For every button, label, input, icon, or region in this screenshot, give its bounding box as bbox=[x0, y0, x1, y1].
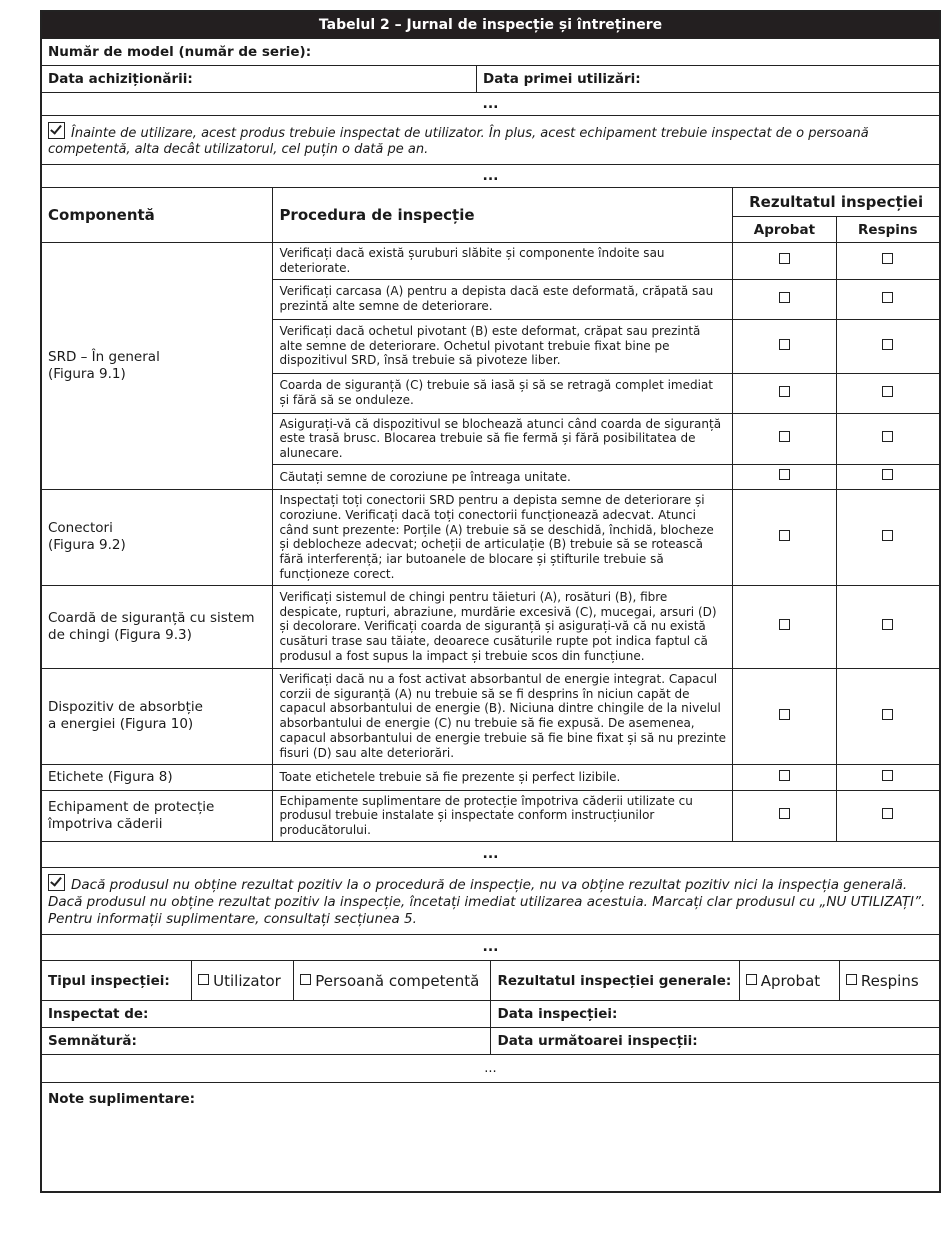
option-rejected-label: Respins bbox=[860, 971, 919, 990]
intro-note-text: Înainte de utilizare, acest produs trebuie inspectat de utilizator. În plus, acest echipament trebuie inspectat de o persoană competentă, alta decât utilizatorul, cel puțin o dată pe an. bbox=[48, 126, 869, 157]
rejected-checkbox[interactable] bbox=[882, 709, 893, 720]
inspection-type-label: Tipul inspecției: bbox=[42, 961, 192, 1001]
rejected-header: Respins bbox=[836, 217, 939, 243]
result-header: Rezultatul inspecției bbox=[733, 188, 940, 217]
approved-checkbox[interactable] bbox=[779, 253, 790, 264]
procedure-srd-4: Coarda de siguranță (C) trebuie să iasă și să se retragă complet imediat și fără să se onduleze. bbox=[273, 373, 733, 413]
rejected-checkbox[interactable] bbox=[882, 386, 893, 397]
procedure-protection: Echipamente suplimentare de protecție împotriva căderii utilizate cu produsul trebuie instalate și inspectate conform instrucțiunilor producătorului. bbox=[273, 790, 733, 841]
option-user-label: Utilizator bbox=[213, 971, 281, 990]
approved-checkbox[interactable] bbox=[779, 386, 790, 397]
intro-note bbox=[42, 116, 940, 165]
procedure-connectors: Inspectați toți conectorii SRD pentru a depista semne de deteriorare și coroziune. Verificați dacă toți conectorii funcționează adecvat. Atunci când sunt prezente: Porțile (A) trebuie să se deschidă, închidă, blocheze și deblocheze adecvat; ocheții de articulație (B) trebuie să se rotească fără interferență; iar butoanele de blocare și știfturile trebuie să funcționeze corect. bbox=[273, 489, 733, 585]
component-connectors-line1: Conectori bbox=[48, 520, 113, 537]
option-rejected[interactable] bbox=[839, 961, 939, 1001]
procedure-header: Procedura de inspecție bbox=[273, 188, 733, 243]
approved-checkbox[interactable] bbox=[779, 770, 790, 781]
rejected-checkbox[interactable] bbox=[882, 253, 893, 264]
inspection-log-form bbox=[40, 10, 941, 1193]
component-protection bbox=[42, 790, 273, 841]
component-header: Componentă bbox=[42, 188, 273, 243]
overall-rejected-checkbox[interactable] bbox=[846, 974, 857, 985]
inspected-by-field[interactable]: Inspectat de: bbox=[42, 1001, 491, 1028]
approved-checkbox[interactable] bbox=[779, 469, 790, 480]
rejected-checkbox[interactable] bbox=[882, 431, 893, 442]
inspection-date-field[interactable]: Data inspecției: bbox=[491, 1001, 940, 1028]
procedure-srd-6: Căutați semne de coroziune pe întreaga unitate. bbox=[273, 464, 733, 489]
option-user[interactable] bbox=[192, 961, 294, 1001]
ellipsis: ... bbox=[42, 93, 940, 116]
component-srd-line2: (Figura 9.1) bbox=[48, 365, 126, 382]
component-connectors bbox=[42, 489, 273, 585]
rejected-checkbox[interactable] bbox=[882, 469, 893, 480]
inspection-table bbox=[41, 11, 940, 961]
first-use-date-field[interactable]: Data primei utilizări: bbox=[476, 66, 939, 93]
checkmark-icon bbox=[48, 122, 65, 139]
fail-note-text: Dacă produsul nu obține rezultat pozitiv la o procedură de inspecție, nu va obține rezultat pozitiv nici la inspecția generală. Dacă produsul nu obține rezultat pozitiv la inspecție, încetați imediat utilizarea acestuia. Marcați clar produsul cu „NU UTILIZAȚI”. Pentru informații suplimentare, consultați secțiunea 5. bbox=[48, 876, 926, 927]
ellipsis: ... bbox=[42, 841, 940, 867]
rejected-checkbox[interactable] bbox=[882, 808, 893, 819]
approved-checkbox[interactable] bbox=[779, 709, 790, 720]
signature-field[interactable]: Semnătură: bbox=[42, 1028, 491, 1055]
component-connectors-line2: (Figura 9.2) bbox=[48, 537, 126, 554]
component-absorber-line2: a energiei (Figura 10) bbox=[48, 716, 194, 733]
model-number-field[interactable]: Număr de model (număr de serie): bbox=[42, 39, 940, 66]
procedure-srd-5: Asigurați-vă că dispozitivul se blochează atunci când coarda de siguranță este trasă brusc. Blocarea trebuie să fie fermă și fără posibilitatea de alunecare. bbox=[273, 413, 733, 464]
table-title: Tabelul 2 – Jurnal de inspecție și întreținere bbox=[42, 12, 940, 39]
option-approved-label: Aprobat bbox=[760, 971, 821, 990]
procedure-labels: Toate etichetele trebuie să fie prezente și perfect lizibile. bbox=[273, 764, 733, 790]
component-srd-line1: SRD – În general bbox=[48, 348, 160, 365]
user-checkbox[interactable] bbox=[198, 974, 209, 985]
checkmark-icon bbox=[48, 874, 65, 891]
approved-header: Aprobat bbox=[733, 217, 836, 243]
purchase-date-field[interactable]: Data achiziționării: bbox=[42, 66, 477, 93]
approved-checkbox[interactable] bbox=[779, 530, 790, 541]
rejected-checkbox[interactable] bbox=[882, 619, 893, 630]
rejected-checkbox[interactable] bbox=[882, 339, 893, 350]
component-rope-line2: de chingi (Figura 9.3) bbox=[48, 626, 192, 643]
component-absorber bbox=[42, 668, 273, 764]
option-competent[interactable] bbox=[294, 961, 491, 1001]
overall-approved-checkbox[interactable] bbox=[746, 974, 757, 985]
ellipsis: ... bbox=[42, 1055, 940, 1083]
procedure-srd-2: Verificați carcasa (A) pentru a depista dacă este deformată, crăpată sau prezintă alte semne de deteriorare. bbox=[273, 279, 733, 319]
bottom-table bbox=[41, 961, 940, 1193]
component-protection-line2: împotriva căderii bbox=[48, 815, 163, 832]
approved-checkbox[interactable] bbox=[779, 619, 790, 630]
component-rope bbox=[42, 585, 273, 668]
option-approved[interactable] bbox=[739, 961, 839, 1001]
rejected-checkbox[interactable] bbox=[882, 530, 893, 541]
component-labels: Etichete (Figura 8) bbox=[42, 764, 273, 790]
ellipsis: ... bbox=[42, 165, 940, 188]
rejected-checkbox[interactable] bbox=[882, 770, 893, 781]
approved-checkbox[interactable] bbox=[779, 808, 790, 819]
component-protection-line1: Echipament de protecție bbox=[48, 798, 215, 815]
approved-checkbox[interactable] bbox=[779, 292, 790, 303]
component-absorber-line1: Dispozitiv de absorbție bbox=[48, 699, 203, 716]
procedure-rope: Verificați sistemul de chingi pentru tăieturi (A), rosături (B), fibre despicate, rupturi, abraziune, murdărie excesivă (C), mucegai, arsuri (D) și decolorare. Verificați coarda de siguranță și asigurați-vă că nu există cusături trase sau tăiate, deoarece cusăturile rupte pot indica faptul că produsul a fost supus la impact și trebuie scos din funcțiune. bbox=[273, 585, 733, 668]
procedure-srd-1: Verificați dacă există șuruburi slăbite și componente îndoite sau deteriorate. bbox=[273, 243, 733, 280]
rejected-checkbox[interactable] bbox=[882, 292, 893, 303]
overall-result-label: Rezultatul inspecției generale: bbox=[491, 961, 739, 1001]
procedure-absorber: Verificați dacă nu a fost activat absorbantul de energie integrat. Capacul corzii de siguranță (A) nu trebuie să se fi desprins în niciun capăt de capacul absorbantului de energie (B). Niciuna dintre chingile de la nivelul absorbantului de energie (C) nu trebuie să fie expusă. De asemenea, capacul absorbantului de energie trebuie să fie bine fixat și să nu prezinte fisuri (D) sau alte deteriorări. bbox=[273, 668, 733, 764]
approved-checkbox[interactable] bbox=[779, 431, 790, 442]
competent-checkbox[interactable] bbox=[300, 974, 311, 985]
component-srd bbox=[42, 243, 273, 490]
ellipsis: ... bbox=[42, 934, 940, 960]
additional-notes-field[interactable]: Note suplimentare: bbox=[42, 1083, 940, 1192]
next-inspection-field[interactable]: Data următoarei inspecții: bbox=[491, 1028, 940, 1055]
fail-note bbox=[42, 867, 940, 934]
component-rope-line1: Coardă de siguranță cu sistem bbox=[48, 609, 255, 626]
approved-checkbox[interactable] bbox=[779, 339, 790, 350]
option-competent-label: Persoană competentă bbox=[315, 971, 480, 990]
procedure-srd-3: Verificați dacă ochetul pivotant (B) este deformat, crăpat sau prezintă alte semne de deteriorare. Ochetul pivotant trebuie fixat bine pe dispozitivul SRD, însă trebuie să pivoteze liber. bbox=[273, 319, 733, 373]
